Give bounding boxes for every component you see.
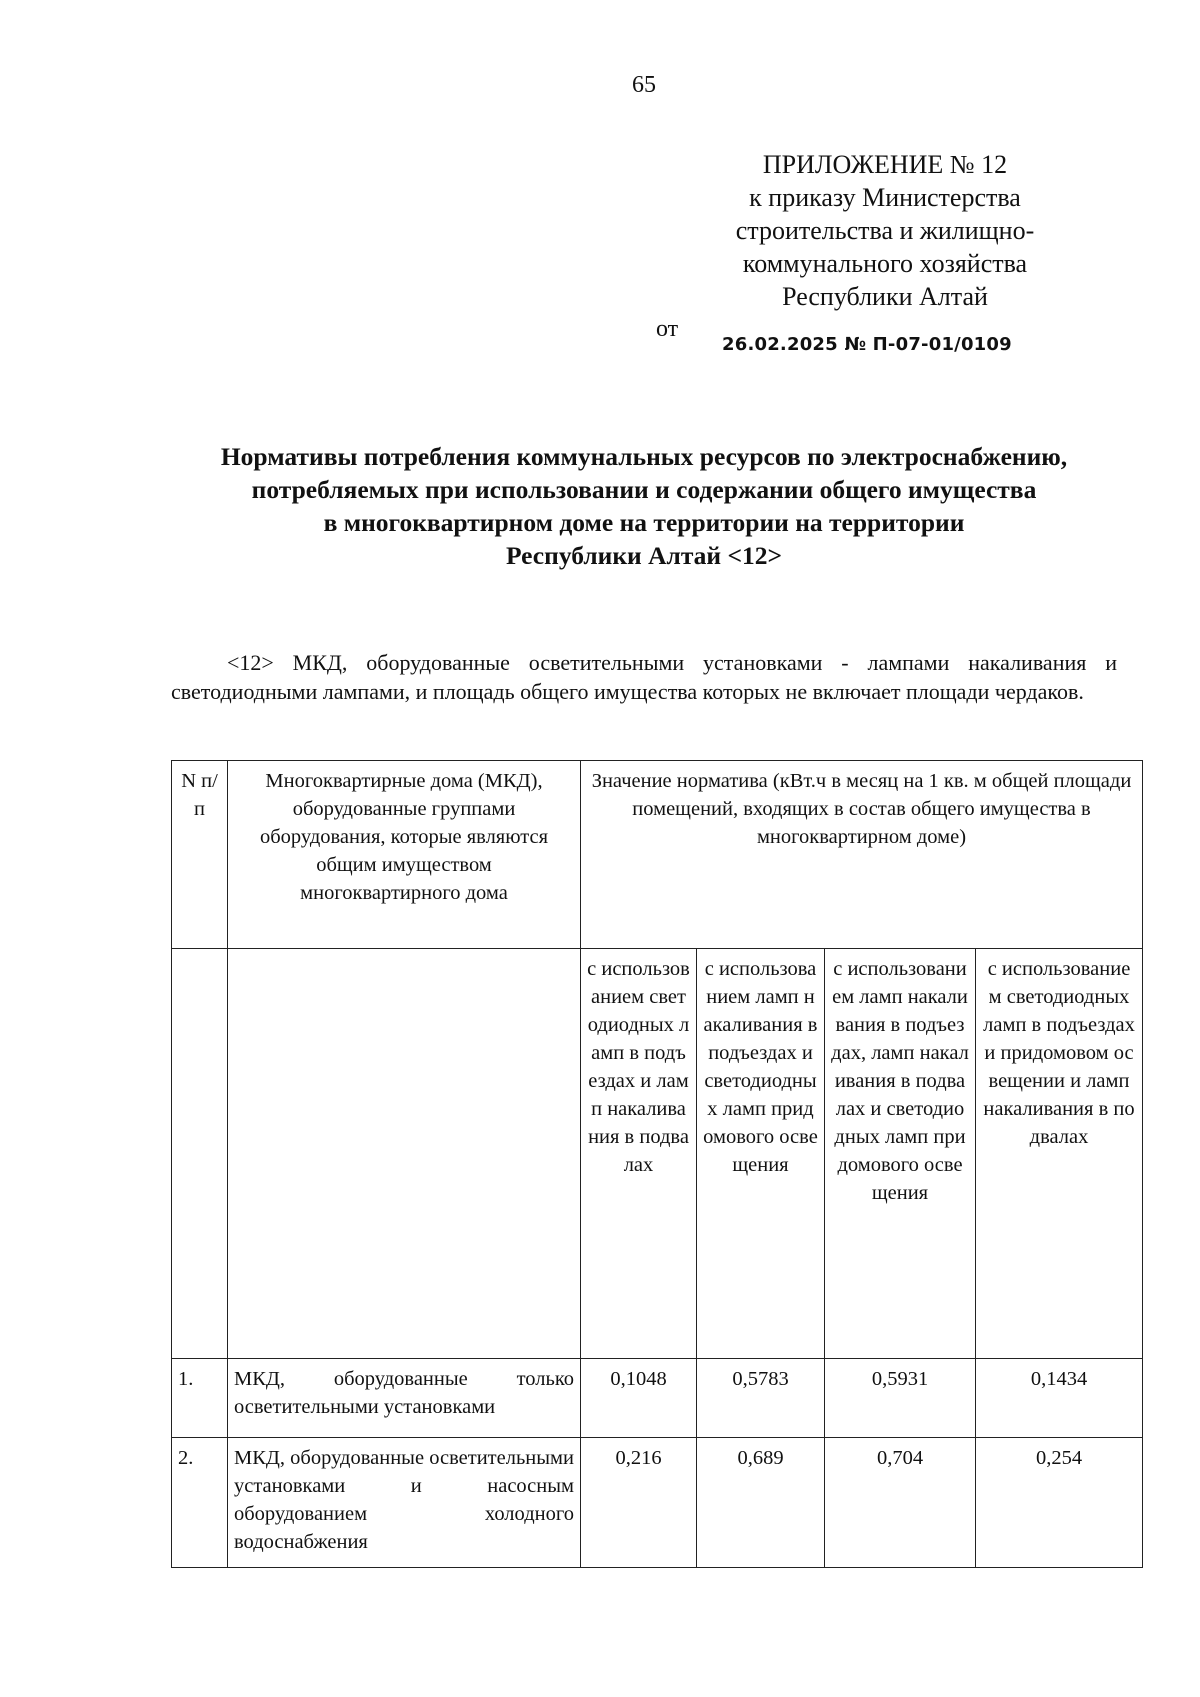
row-value: 0,216 [581, 1438, 697, 1568]
row-value: 0,1048 [581, 1359, 697, 1438]
document-title [160, 440, 1128, 572]
subheader-cell: с использованием ламп накаливания в подъездах и светодиодных ламп придомового освещения [697, 949, 825, 1359]
row-description: МКД, оборудованные осветительными установками и насосным оборудованием холодного водоснабжения [228, 1438, 581, 1568]
empty-cell [228, 949, 581, 1359]
subheader-cell: с использованием светодиодных ламп в подъездах и ламп накаливания в подвалах [581, 949, 697, 1359]
subheader-cell: с использованием ламп накаливания в подъездах, ламп накаливания в подвалах и светодиодных ламп придомового освещения [825, 949, 976, 1359]
title-line: потребляемых при использовании и содержании общего имущества [251, 475, 1037, 504]
row-value: 0,254 [976, 1438, 1143, 1568]
header-value: Значение норматива (кВт.ч в месяц на 1 кв. м общей площади помещений, входящих в состав общего имущества в многоквартирном доме) [581, 761, 1143, 949]
appendix-line: коммунального хозяйства [742, 249, 1028, 278]
row-num: 1. [172, 1359, 228, 1438]
appendix-line: ПРИЛОЖЕНИЕ № 12 [762, 150, 1008, 179]
table-row [172, 1359, 1143, 1438]
order-date-number: 26.02.2025 № П-07-01/0109 [722, 334, 1012, 355]
appendix-line: Республики Алтай [782, 282, 988, 311]
from-label: от [656, 316, 679, 342]
title-line: Нормативы потребления коммунальных ресурсов по электроснабжению, [220, 442, 1068, 471]
table-header-row [172, 761, 1143, 949]
header-num: N п/п [172, 761, 228, 949]
header-description: Многоквартирные дома (МКД), оборудованные группами оборудования, которые являются общим имуществом многоквартирного дома [228, 761, 581, 949]
row-value: 0,704 [825, 1438, 976, 1568]
table-row [172, 1438, 1143, 1568]
empty-cell [172, 949, 228, 1359]
title-line: в многоквартирном доме на территории на территории [323, 508, 965, 537]
footnote: <12> МКД, оборудованные осветительными установками - лампами накаливания и светодиодными лампами, и площадь общего имущества которых не включает площади чердаков. [171, 650, 1117, 704]
row-value: 0,1434 [976, 1359, 1143, 1438]
norms-table [171, 760, 1143, 1568]
title-line: Республики Алтай <12> [505, 541, 783, 570]
appendix-line: к приказу Министерства [749, 183, 1021, 212]
page-number: 65 [632, 72, 656, 98]
row-num: 2. [172, 1438, 228, 1568]
row-description: МКД, оборудованные только осветительными установками [228, 1359, 581, 1438]
row-value: 0,5783 [697, 1359, 825, 1438]
appendix-header [700, 148, 1070, 313]
appendix-line: строительства и жилищно- [735, 216, 1035, 245]
subheader-cell: с использованием светодиодных ламп в подъездах и придомовом освещении и ламп накаливания в подвалах [976, 949, 1143, 1359]
table-subheader-row [172, 949, 1143, 1359]
row-value: 0,5931 [825, 1359, 976, 1438]
row-value: 0,689 [697, 1438, 825, 1568]
